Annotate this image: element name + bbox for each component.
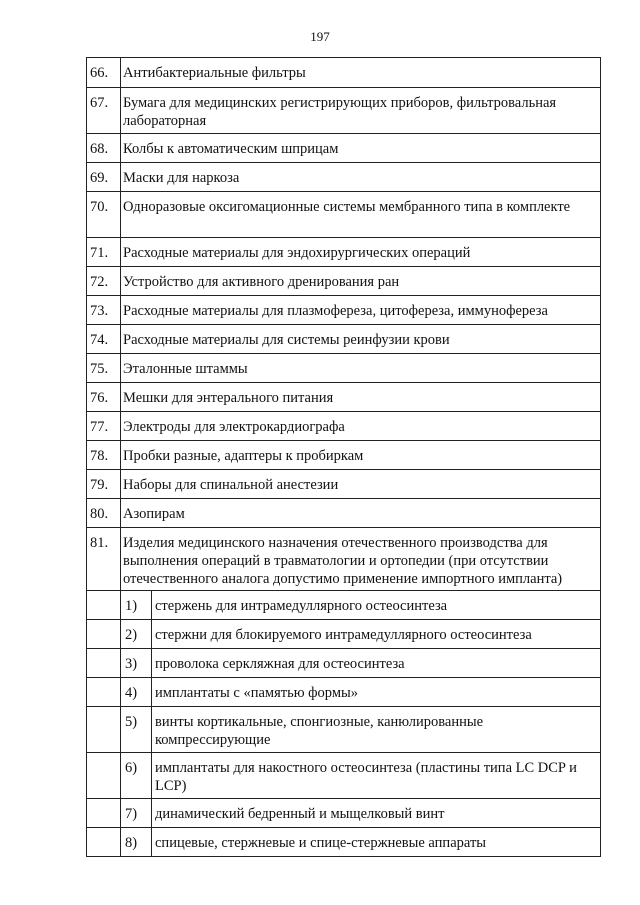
item-number: 73. <box>87 296 121 325</box>
subitem-number: 5) <box>121 707 152 753</box>
item-number: 81. <box>87 528 121 591</box>
subitem-text: стержень для интрамедуллярного остеосинтеза <box>152 591 601 620</box>
empty-cell <box>87 649 121 678</box>
item-text: Расходные материалы для системы реинфузии крови <box>121 325 601 354</box>
item-number: 79. <box>87 470 121 499</box>
item-text: Бумага для медицинских регистрирующих приборов, фильтровальная лабораторная <box>121 88 601 134</box>
subitem-number: 7) <box>121 799 152 828</box>
item-text: Расходные материалы для плазмофереза, цитофереза, иммунофереза <box>121 296 601 325</box>
item-number: 77. <box>87 412 121 441</box>
item-text: Пробки разные, адаптеры к пробиркам <box>121 441 601 470</box>
table-row <box>87 267 601 296</box>
table-row <box>87 354 601 383</box>
item-text: Электроды для электрокардиографа <box>121 412 601 441</box>
item-text: Антибактериальные фильтры <box>121 58 601 88</box>
table-row <box>87 412 601 441</box>
empty-cell <box>87 591 121 620</box>
subitem-text: спицевые, стержневые и спице-стержневые аппараты <box>152 828 601 857</box>
table-row <box>87 441 601 470</box>
item-text: Расходные материалы для эндохирургических операций <box>121 238 601 267</box>
subitem-number: 1) <box>121 591 152 620</box>
sub-row <box>87 620 601 649</box>
item-text: Одноразовые оксигомационные системы мембранного типа в комплекте <box>121 192 601 238</box>
item-number: 72. <box>87 267 121 296</box>
table-row <box>87 238 601 267</box>
page-number: 197 <box>310 29 330 44</box>
sub-row <box>87 591 601 620</box>
sub-row <box>87 828 601 857</box>
item-text: Изделия медицинского назначения отечественного производства для выполнения операций в травматологии и ортопедии (при отсутствии отечественного аналога допустимо применение импортного импланта) <box>121 528 601 591</box>
empty-cell <box>87 707 121 753</box>
subitem-text: проволока серкляжная для остеосинтеза <box>152 649 601 678</box>
item-number: 76. <box>87 383 121 412</box>
item-text: Устройство для активного дренирования ран <box>121 267 601 296</box>
item-text: Маски для наркоза <box>121 163 601 192</box>
sub-row <box>87 799 601 828</box>
table-row <box>87 88 601 134</box>
sub-row <box>87 649 601 678</box>
subitem-text: динамический бедренный и мыщелковый винт <box>152 799 601 828</box>
item-number: 70. <box>87 192 121 238</box>
table-row <box>87 192 601 238</box>
table-row <box>87 58 601 88</box>
empty-cell <box>87 828 121 857</box>
subitem-text: имплантаты для накостного остеосинтеза (пластины типа LC DCP и LCP) <box>152 753 601 799</box>
empty-cell <box>87 753 121 799</box>
table-row <box>87 134 601 163</box>
subitem-text: стержни для блокируемого интрамедуллярного остеосинтеза <box>152 620 601 649</box>
subitem-number: 4) <box>121 678 152 707</box>
empty-cell <box>87 678 121 707</box>
subitem-number: 8) <box>121 828 152 857</box>
table-row <box>87 528 601 591</box>
sub-row <box>87 678 601 707</box>
table-row <box>87 325 601 354</box>
item-text: Наборы для спинальной анестезии <box>121 470 601 499</box>
table-row <box>87 163 601 192</box>
subitem-number: 2) <box>121 620 152 649</box>
subitem-text: винты кортикальные, спонгиозные, канюлированные компрессирующие <box>152 707 601 753</box>
item-text: Колбы к автоматическим шприцам <box>121 134 601 163</box>
sub-row <box>87 753 601 799</box>
table-row <box>87 499 601 528</box>
items-table <box>86 57 601 857</box>
item-number: 69. <box>87 163 121 192</box>
item-number: 68. <box>87 134 121 163</box>
item-text: Мешки для энтерального питания <box>121 383 601 412</box>
item-text: Эталонные штаммы <box>121 354 601 383</box>
item-number: 66. <box>87 58 121 88</box>
item-number: 78. <box>87 441 121 470</box>
sub-row <box>87 707 601 753</box>
subitem-text: имплантаты с «памятью формы» <box>152 678 601 707</box>
table-row <box>87 383 601 412</box>
empty-cell <box>87 799 121 828</box>
item-number: 74. <box>87 325 121 354</box>
subitem-number: 3) <box>121 649 152 678</box>
item-number: 75. <box>87 354 121 383</box>
table-row <box>87 470 601 499</box>
item-number: 71. <box>87 238 121 267</box>
table-row <box>87 296 601 325</box>
item-number: 80. <box>87 499 121 528</box>
item-text: Азопирам <box>121 499 601 528</box>
empty-cell <box>87 620 121 649</box>
item-number: 67. <box>87 88 121 134</box>
subitem-number: 6) <box>121 753 152 799</box>
